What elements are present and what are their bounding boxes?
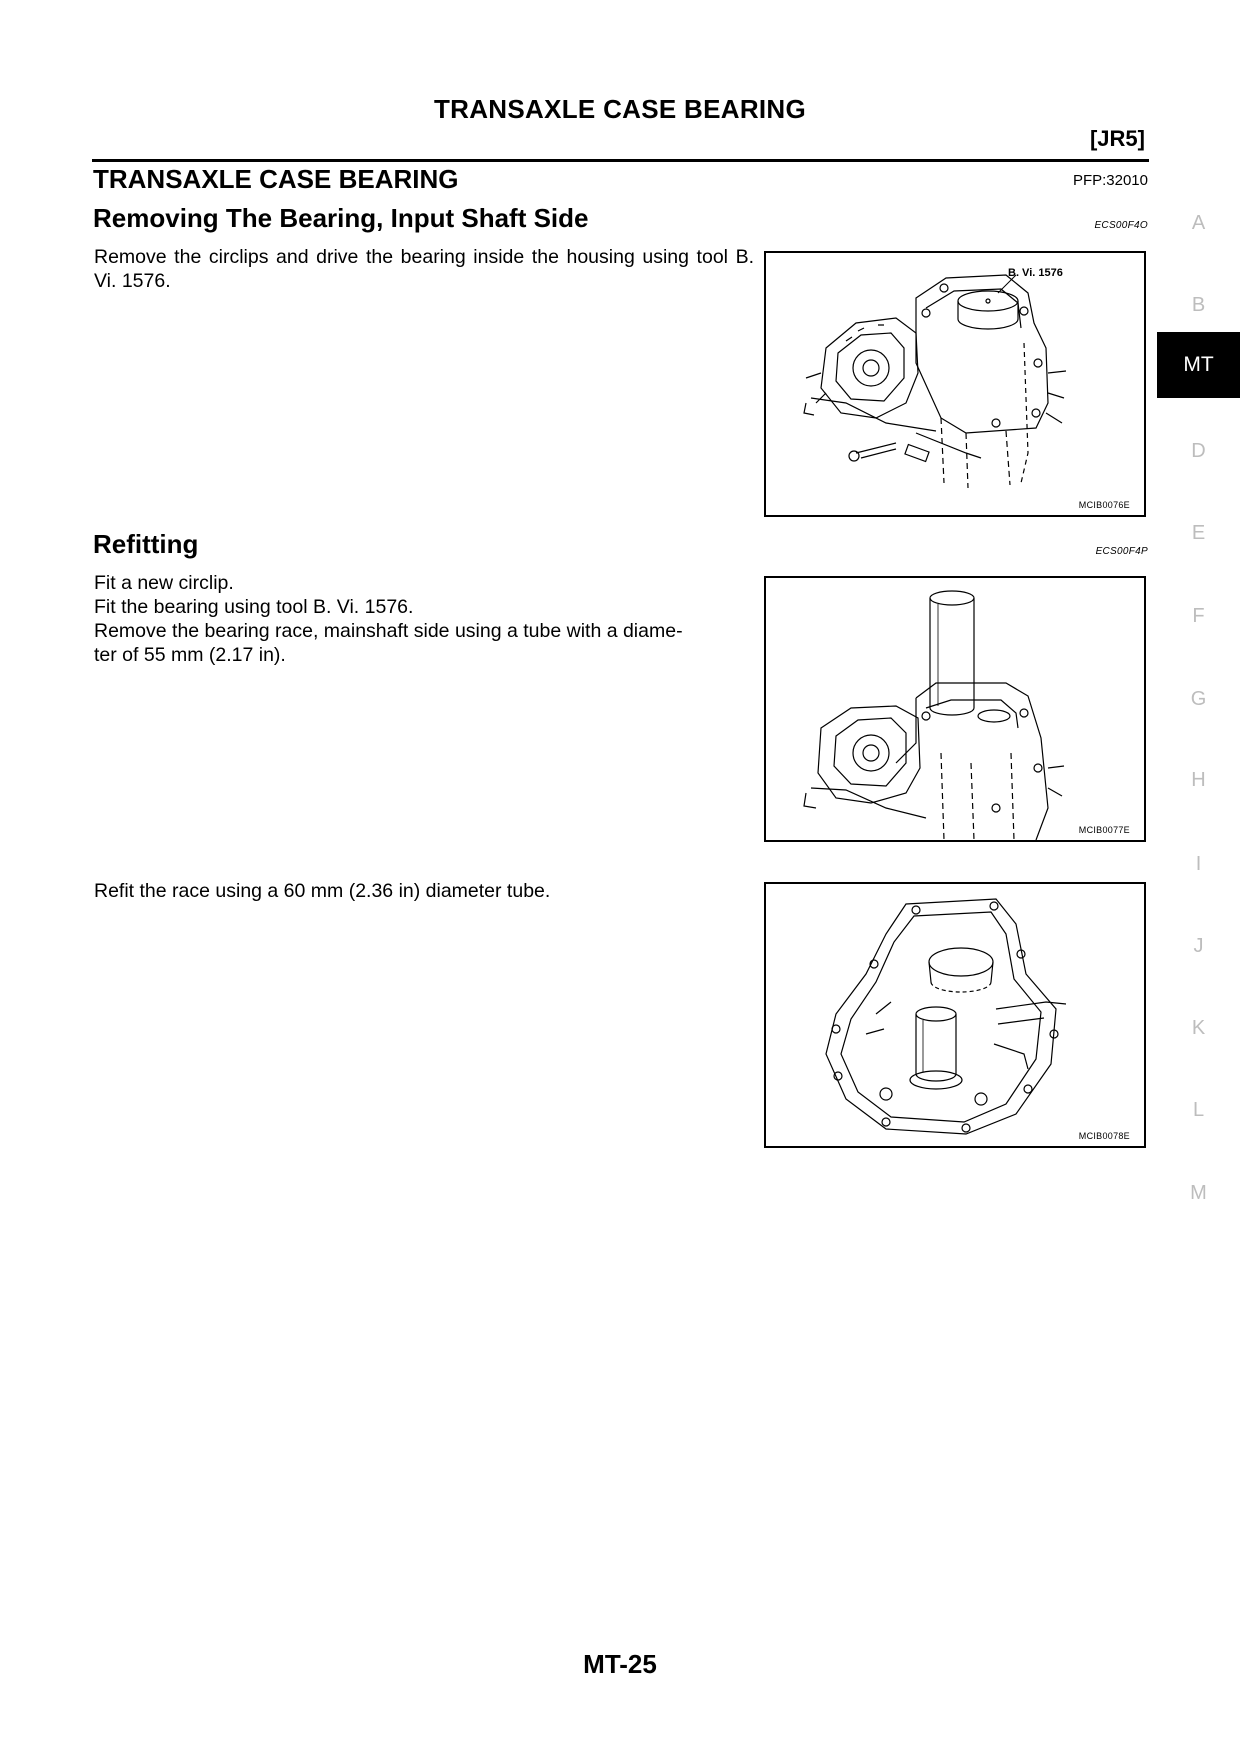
refitting-line: Fit the bearing using tool B. Vi. 1576. [94,596,414,618]
transaxle-illustration-3 [766,884,1144,1146]
tab-i[interactable]: I [1195,853,1202,875]
tab-k[interactable]: K [1191,1017,1206,1039]
removing-title: Removing The Bearing, Input Shaft Side [93,203,589,233]
section-title: TRANSAXLE CASE BEARING [93,164,459,194]
page-number: MT-25 [583,1649,657,1679]
removing-ref-code: ECS00F4O [1094,220,1148,231]
transaxle-illustration-1 [766,253,1144,515]
model-code: [JR5] [1089,126,1145,151]
figure-code: MCIB0076E [1078,500,1130,510]
figure-code: MCIB0078E [1078,1131,1130,1141]
refitting-line: Fit a new circlip. [94,572,234,594]
figure-code: MCIB0077E [1078,825,1130,835]
figure-refit-race [764,882,1146,1148]
tab-a[interactable]: A [1191,212,1206,234]
tab-e[interactable]: E [1191,522,1206,544]
tab-m[interactable]: M [1190,1182,1207,1204]
removing-text [94,245,754,293]
race-paragraph: Refit the race using a 60 mm (2.36 in) diameter tube. [94,880,551,902]
tab-g[interactable]: G [1190,688,1207,710]
refitting-text [94,571,754,667]
figure-callout: B. Vi. 1576 [1008,267,1063,279]
tab-mt[interactable]: MT [1157,332,1240,398]
figure-refit-bearing [764,576,1146,842]
refitting-line: ter of 55 mm (2.17 in). [94,644,286,666]
tab-h[interactable]: H [1191,769,1206,791]
tab-f[interactable]: F [1192,605,1205,627]
race-text [94,879,754,903]
refitting-ref-code: ECS00F4P [1095,546,1148,557]
removing-paragraph: Remove the circlips and drive the bearing inside the housing using tool B. Vi. 1576. [94,246,754,292]
figure-removing-bearing [764,251,1146,517]
header-rule [92,159,1149,162]
refitting-title: Refitting [93,529,199,559]
tab-l[interactable]: L [1192,1099,1205,1121]
pfp-code: PFP:32010 [1072,172,1148,189]
transaxle-illustration-2 [766,578,1144,840]
refitting-line: Remove the bearing race, mainshaft side using a tube with a diame- [94,620,683,642]
tab-b[interactable]: B [1191,294,1206,316]
tab-j[interactable]: J [1193,935,1204,957]
tab-d[interactable]: D [1191,440,1206,462]
running-title: TRANSAXLE CASE BEARING [433,94,807,124]
